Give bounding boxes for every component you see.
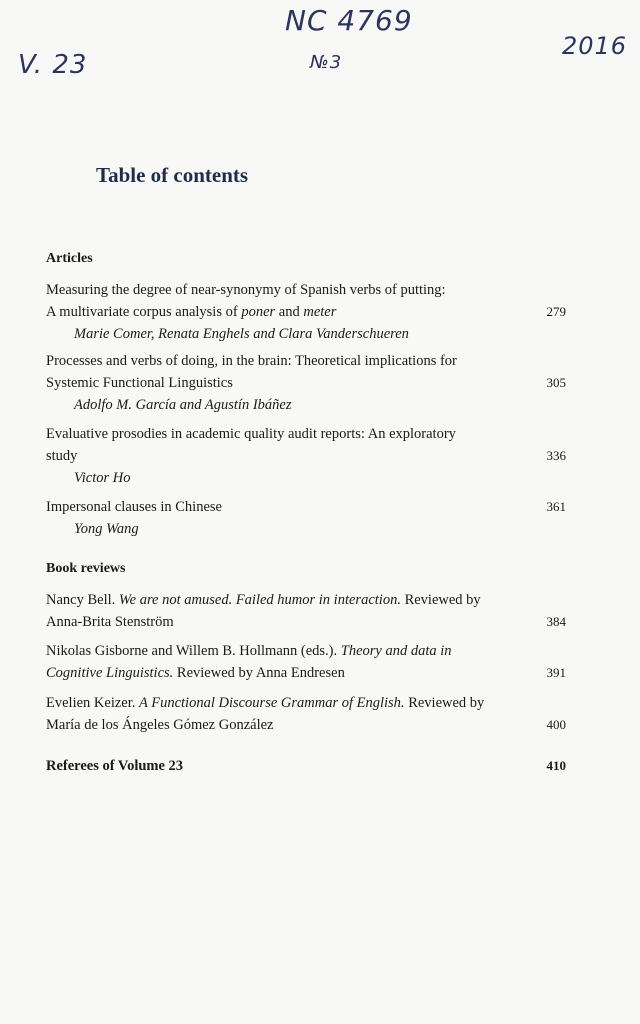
toc-entry-review-1: [46, 589, 566, 633]
entry-authors: Victor Ho: [74, 470, 131, 486]
toc-entry-article-3: [46, 423, 566, 489]
entry-title-line: A multivariate corpus analysis of poner and meter 279: [46, 301, 566, 323]
toc-entry-review-2: [46, 640, 566, 684]
entry-title-line: Measuring the degree of near-synonymy of Spanish verbs of putting:: [46, 282, 446, 298]
entry-title-line: Impersonal clauses in Chinese 361: [46, 496, 566, 518]
entry-authors: Yong Wang: [74, 521, 139, 537]
handwritten-reference: NC 4769: [285, 4, 413, 37]
page-number: 279: [546, 304, 566, 319]
entry-title-line: Processes and verbs of doing, in the brain: Theoretical implications for: [46, 353, 457, 369]
entry-title-line: Referees of Volume 23 410: [46, 755, 566, 777]
entry-title-line: Nancy Bell. We are not amused. Failed humor in interaction. Reviewed by: [46, 592, 481, 608]
page-number: 384: [546, 614, 566, 629]
entry-reviewer-line: Anna-Brita Stenström 384: [46, 611, 566, 633]
page-number: 391: [546, 665, 566, 680]
toc-entry-article-1: [46, 279, 566, 345]
entry-reviewer-line: Cognitive Linguistics. Reviewed by Anna Endresen 391: [46, 662, 566, 684]
page-number: 305: [546, 375, 566, 390]
handwritten-issue-number: №3: [310, 52, 343, 73]
toc-entry-referees: [46, 755, 566, 777]
handwritten-year: 2016: [562, 32, 628, 60]
entry-title-line: Evelien Keizer. A Functional Discourse Grammar of English. Reviewed by: [46, 695, 485, 711]
book-reviews-heading: Book reviews: [46, 561, 126, 576]
entry-reviewer-line: María de los Ángeles Gómez González 400: [46, 714, 566, 736]
entry-title-line: Evaluative prosodies in academic quality audit reports: An exploratory: [46, 426, 456, 442]
toc-entry-article-4: [46, 496, 566, 540]
entry-authors: Marie Comer, Renata Enghels and Clara Vanderschueren: [74, 326, 409, 342]
page-number: 400: [546, 717, 566, 732]
page-number: 410: [546, 758, 566, 773]
toc-entry-review-3: [46, 692, 566, 736]
entry-authors: Adolfo M. García and Agustín Ibáñez: [74, 397, 292, 413]
page-title: Table of contents: [96, 163, 249, 187]
articles-heading: Articles: [46, 251, 93, 266]
page-number: 336: [546, 448, 566, 463]
page-number: 361: [546, 499, 566, 514]
entry-title-line: Nikolas Gisborne and Willem B. Hollmann (eds.). Theory and data in: [46, 643, 452, 659]
toc-entry-article-2: [46, 350, 566, 416]
handwritten-volume: V. 23: [18, 50, 88, 80]
entry-title-line: study 336: [46, 445, 566, 467]
entry-title-line: Systemic Functional Linguistics 305: [46, 372, 566, 394]
